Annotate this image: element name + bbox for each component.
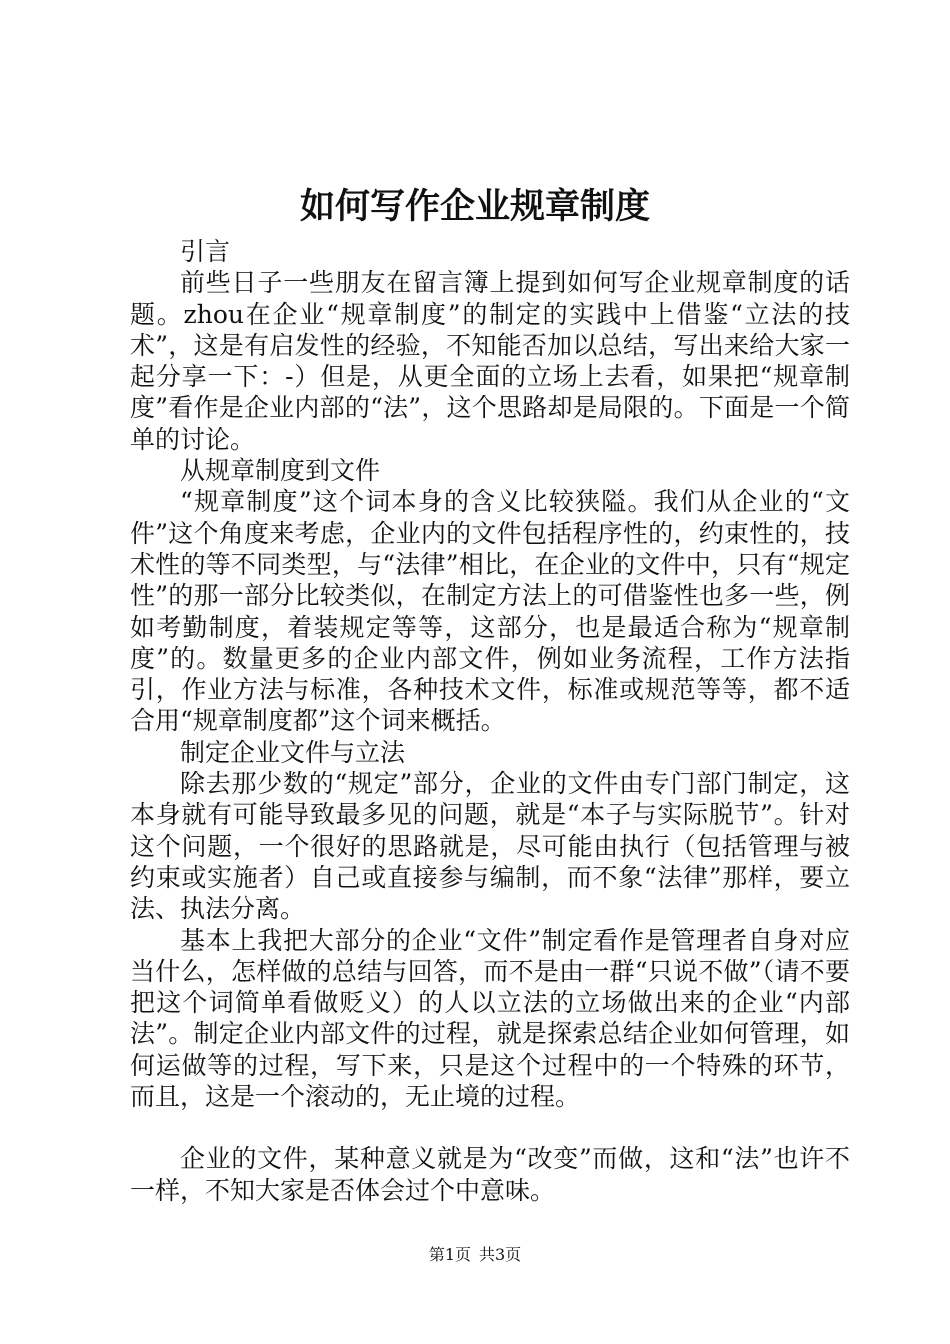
document-title: 如何写作企业规章制度 — [299, 186, 650, 227]
paragraph-heading-documents-and-legislation: 制定企业文件与立法 — [180, 737, 406, 767]
paragraph: 企业的文件，某种意义就是为“改变”而做，这和“法”也许不一样，不知大家是否体会过个中意味。 — [130, 1144, 850, 1205]
paragraph: 前些日子一些朋友在留言簿上提到如何写企业规章制度的话题。zhou在企业“规章制度”的制定的实践中上借鉴“立法的技术”，这是有启发性的经验，不知能否加以总结，写出来给大家一起分享一下：-）但是，从更全面的立场上去看，如果把“规章制度”看作是企业内部的“法”，这个思路却是局限的。下面是一个简单的讨论。 — [130, 268, 850, 454]
page-footer — [0, 1244, 950, 1266]
document-body — [130, 236, 850, 1206]
paragraph-heading-regulations-to-documents: 从规章制度到文件 — [180, 456, 381, 486]
paragraph-heading-intro: 引言 — [180, 237, 231, 266]
paragraph: 除去那少数的“规定”部分，企业的文件由专门部门制定，这本身就有可能导致最多见的问题，就是“本子与实际脱节”。针对这个问题，一个很好的思路就是，尽可能由执行（包括管理与被约束或实施者）自己或直接参与编制，而不象“法律”那样，要立法、执法分离。 — [130, 769, 850, 924]
paragraph: “规章制度”这个词本身的含义比较狭隘。我们从企业的“文件”这个角度来考虑，企业内的文件包括程序性的，约束性的，技术性的等不同类型，与“法律”相比，在企业的文件中，只有“规定性”的那一部分比较类似，在制定方法上的可借鉴性也多一些，例如考勤制度，着装规定等等，这部分，也是最适合称为“规章制度”的。数量更多的企业内部文件，例如业务流程，工作方法指引，作业方法与标准，各种技术文件，标准或规范等等，都不适合用“规章制度都”这个词来概括。 — [130, 487, 850, 736]
paragraph: 基本上我把大部分的企业“文件”制定看作是管理者自身对应当什么，怎样做的总结与回答，而不是由一群“只说不做”（请不要把这个词简单看做贬义）的人以立法的立场做出来的企业“内部法”。制定企业内部文件的过程，就是探索总结企业如何管理，如何运做等的过程，写下来，只是这个过程中的一个特殊的环节，而且，这是一个滚动的，无止境的过程。 — [130, 925, 850, 1112]
page-total: 共3页 — [479, 1245, 522, 1264]
page-number: 第1页 — [428, 1245, 471, 1264]
